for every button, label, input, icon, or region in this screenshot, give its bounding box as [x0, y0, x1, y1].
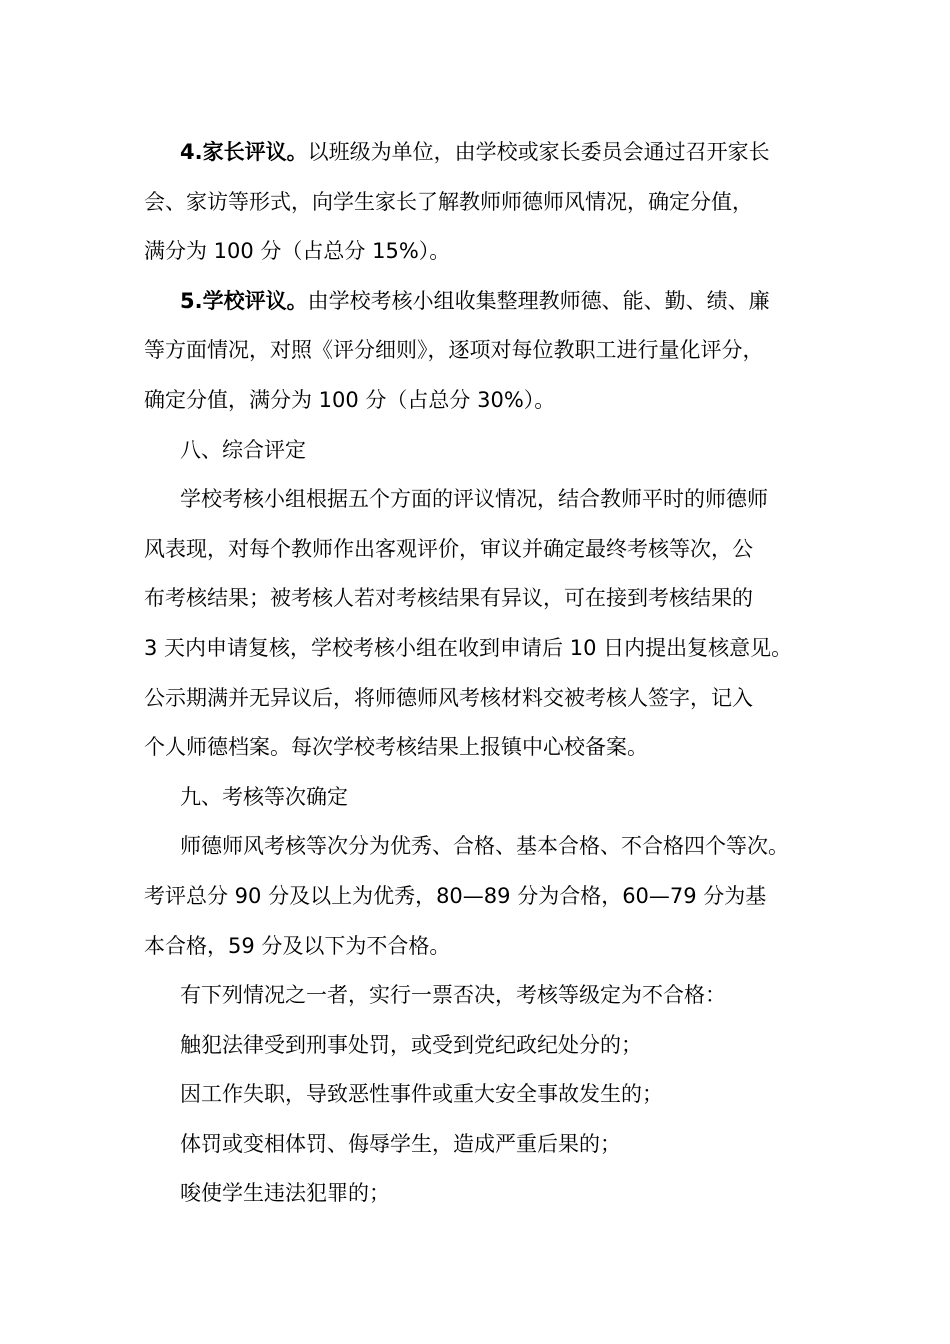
paragraph-heading: 5.学校评议。	[180, 288, 308, 313]
document-body	[144, 128, 824, 1219]
paragraph-line: 会、家访等形式，向学生家长了解教师师德师风情况，确定分值，	[144, 189, 753, 214]
paragraph-parent-review-line	[144, 128, 824, 178]
list-item: 触犯法律受到刑事处罚，或受到党纪政纪处分的；	[180, 1032, 642, 1057]
paragraph-school-review-line	[144, 277, 824, 327]
paragraph-line: 个人师德档案。每次学校考核结果上报镇中心校备案。	[144, 735, 648, 760]
paragraph-line: 学校考核小组根据五个方面的评议情况，结合教师平时的师德师	[180, 487, 768, 512]
paragraph-line: 本合格，59 分及以下为不合格。	[144, 933, 451, 958]
paragraph-line: 考评总分 90 分及以上为优秀，80—89 分为合格，60—79 分为基	[144, 883, 767, 908]
section-title: 八、综合评定	[180, 437, 306, 462]
paragraph-heading: 4.家长评议。	[180, 140, 308, 164]
paragraph-line: 确定分值，满分为 100 分（占总分 30%）。	[144, 387, 556, 412]
paragraph-line: 布考核结果；被考核人若对考核结果有异议，可在接到考核结果的	[144, 586, 753, 611]
paragraph-line: 等方面情况，对照《评分细则》，逐项对每位教职工进行量化评分，	[144, 338, 764, 363]
list-item: 因工作失职，导致恶性事件或重大安全事故发生的；	[180, 1082, 663, 1107]
veto-intro: 有下列情况之一者，实行一票否决，考核等级定为不合格：	[180, 983, 726, 1008]
paragraph-line: 公示期满并无异议后，将师德师风考核材料交被考核人签字，记入	[144, 685, 753, 710]
paragraph-text: 以班级为单位，由学校或家长委员会通过召开家长	[307, 140, 770, 164]
paragraph-line: 3 天内申请复核，学校考核小组在收到申请后 10 日内提出复核意见。	[144, 635, 793, 660]
list-item: 体罚或变相体罚、侮辱学生，造成严重后果的；	[180, 1131, 621, 1156]
paragraph-line: 风表现，对每个教师作出客观评价，审议并确定最终考核等次，公	[144, 536, 753, 561]
paragraph-text: 由学校考核小组收集整理教师德、能、勤、绩、廉	[307, 288, 770, 313]
section-title: 九、考核等次确定	[180, 784, 348, 809]
list-item: 唆使学生违法犯罪的；	[180, 1181, 390, 1206]
paragraph-line: 满分为 100 分（占总分 15%）。	[144, 239, 451, 264]
paragraph-line: 师德师风考核等次分为优秀、合格、基本合格、不合格四个等次。	[180, 834, 789, 859]
